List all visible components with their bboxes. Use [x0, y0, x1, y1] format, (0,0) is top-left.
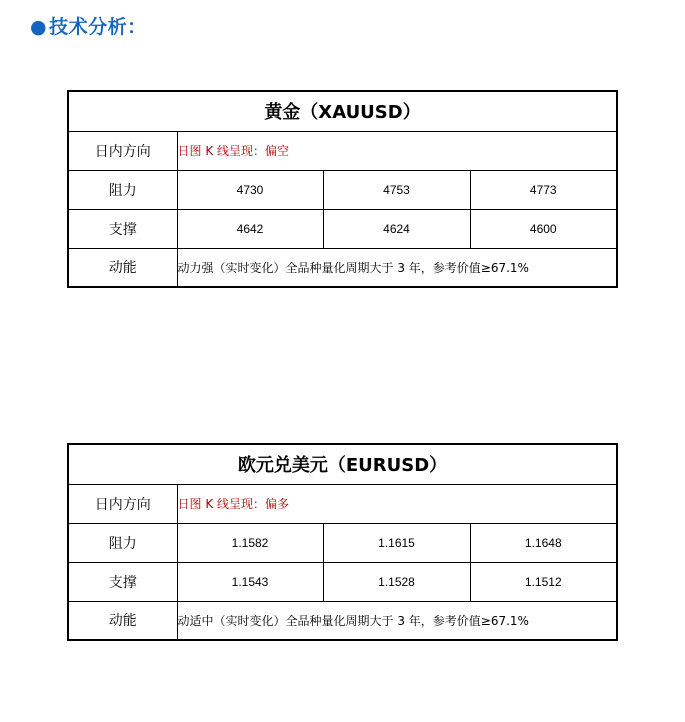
resistance-row: [68, 523, 617, 562]
bullet-icon: ●: [30, 16, 48, 38]
resistance-value-3: 4773: [470, 170, 617, 209]
momentum-row: [68, 601, 617, 640]
resistance-label: 阻力: [68, 170, 177, 209]
resistance-value-2: 1.1615: [323, 523, 470, 562]
momentum-label: 动能: [68, 248, 177, 287]
support-label: 支撑: [68, 562, 177, 601]
support-value-1: 1.1543: [177, 562, 323, 601]
resistance-value-1: 4730: [177, 170, 323, 209]
momentum-value: 动适中（实时变化）全品种量化周期大于 3 年，参考价值≥67.1%: [177, 601, 617, 640]
support-row: [68, 209, 617, 248]
table-title-row: [68, 91, 617, 131]
resistance-value-3: 1.1648: [470, 523, 617, 562]
momentum-row: [68, 248, 617, 287]
eurusd-analysis-table: [67, 443, 618, 641]
section-heading: [30, 12, 147, 39]
table-title: 欧元兑美元（EURUSD）: [68, 444, 617, 484]
momentum-value: 动力强（实时变化）全品种量化周期大于 3 年，参考价值≥67.1%: [177, 248, 617, 287]
resistance-value-1: 1.1582: [177, 523, 323, 562]
direction-label: 日内方向: [68, 131, 177, 170]
support-value-2: 4624: [323, 209, 470, 248]
direction-label: 日内方向: [68, 484, 177, 523]
direction-value: 日图 K 线呈现：偏空: [177, 131, 617, 170]
resistance-value-2: 4753: [323, 170, 470, 209]
gold-analysis-table: [67, 90, 618, 288]
support-value-3: 4600: [470, 209, 617, 248]
section-heading-text: 技术分析：: [49, 16, 147, 38]
support-value-1: 4642: [177, 209, 323, 248]
support-label: 支撑: [68, 209, 177, 248]
support-value-3: 1.1512: [470, 562, 617, 601]
resistance-label: 阻力: [68, 523, 177, 562]
table-title: 黄金（XAUUSD）: [68, 91, 617, 131]
support-row: [68, 562, 617, 601]
direction-value: 日图 K 线呈现：偏多: [177, 484, 617, 523]
direction-row: [68, 131, 617, 170]
direction-row: [68, 484, 617, 523]
resistance-row: [68, 170, 617, 209]
table-title-row: [68, 444, 617, 484]
support-value-2: 1.1528: [323, 562, 470, 601]
momentum-label: 动能: [68, 601, 177, 640]
